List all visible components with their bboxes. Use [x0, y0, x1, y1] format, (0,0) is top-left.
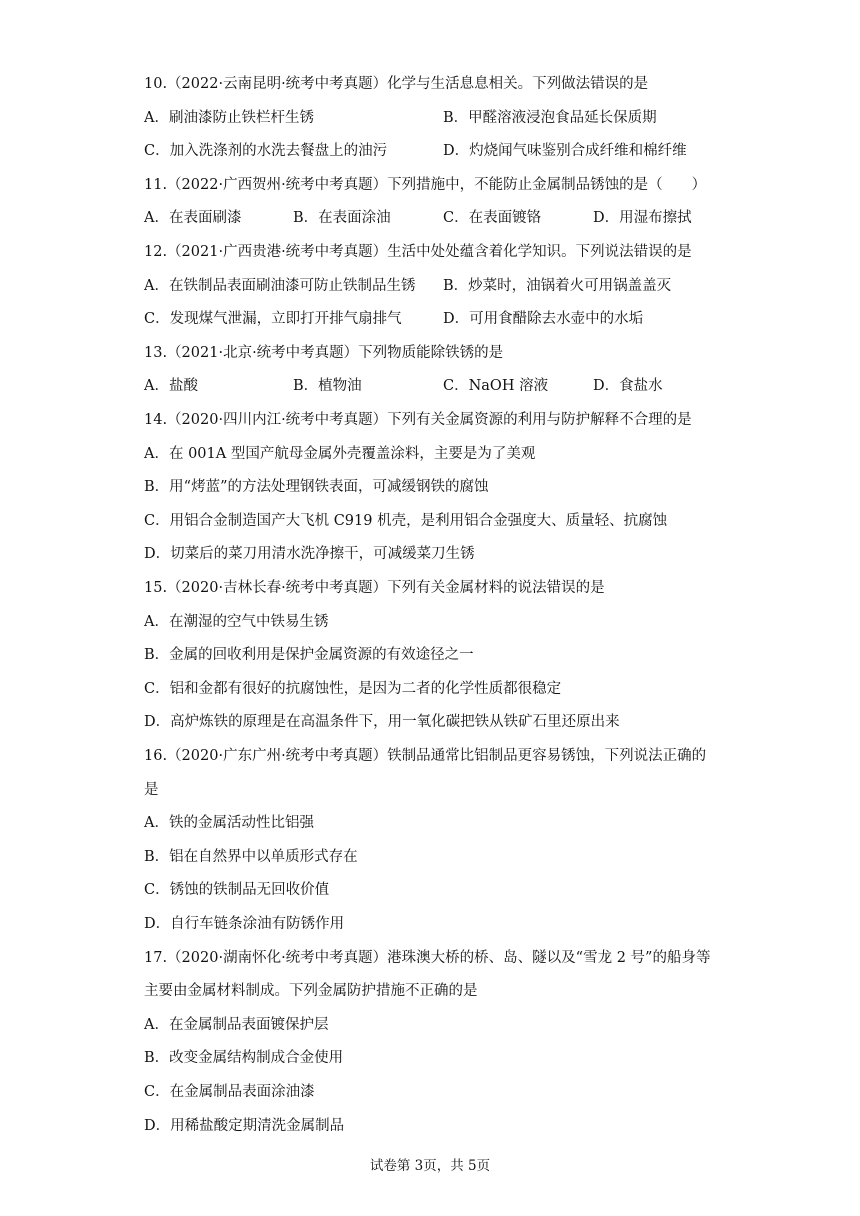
question-10-option-c: C．加入洗涤剂的水洗去餐盘上的油污: [144, 143, 388, 159]
question-10-option-d: D．灼烧闻气味鉴别合成纤维和棉纤维: [443, 143, 687, 159]
question-14-option-c: C．用铝合金制造国产大飞机 C919 机壳，是利用铝合金强度大、质量轻、抗腐蚀: [144, 513, 668, 529]
question-16-option-b: B．铝在自然界中以单质形式存在: [144, 849, 358, 865]
question-13-option-c: C．NaOH 溶液: [443, 378, 549, 394]
question-17-stem: 17.（2020·湖南怀化·统考中考真题）港珠澳大桥的桥、岛、隧以及“雪龙 2 号”的船身等: [144, 950, 711, 966]
question-13-option-b: B．植物油: [293, 378, 362, 394]
question-10-option-b: B．甲醛溶液浸泡食品延长保质期: [443, 110, 657, 126]
question-16-stem-continued: 是: [144, 782, 159, 798]
question-16-option-d: D．自行车链条涂油有防锈作用: [144, 916, 345, 932]
question-12-option-c: C．发现煤气泄漏，立即打开排气扇排气: [144, 311, 402, 327]
question-15-option-b: B．金属的回收利用是保护金属资源的有效途径之一: [144, 647, 474, 663]
question-11-option-d: D．用湿布擦拭: [593, 210, 692, 226]
question-17-option-c: C．在金属制品表面涂油漆: [144, 1084, 315, 1100]
question-16-option-c: C．锈蚀的铁制品无回收价值: [144, 882, 330, 898]
question-11-option-a: A．在表面刷漆: [144, 210, 242, 226]
question-12-option-d: D．可用食醋除去水壶中的水垢: [443, 311, 644, 327]
question-16-option-a: A．铁的金属活动性比铝强: [144, 815, 314, 831]
question-17-option-b: B．改变金属结构制成合金使用: [144, 1050, 344, 1066]
question-10-option-a: A．刷油漆防止铁栏杆生锈: [144, 110, 314, 126]
question-12-stem: 12.（2021·广西贵港·统考中考真题）生活中处处蕴含着化学知识。下列说法错误的是: [144, 244, 692, 260]
question-13-option-a: A．盐酸: [144, 378, 198, 394]
question-15-option-c: C．铝和金都有很好的抗腐蚀性，是因为二者的化学性质都很稳定: [144, 681, 562, 697]
question-16-stem: 16.（2020·广东广州·统考中考真题）铁制品通常比铝制品更容易锈蚀，下列说法正确的: [144, 748, 707, 764]
question-15-option-a: A．在潮湿的空气中铁易生锈: [144, 614, 329, 630]
question-12-option-b: B．炒菜时，油锅着火可用锅盖盖灭: [443, 278, 672, 294]
question-14-option-a: A．在 001A 型国产航母金属外壳覆盖涂料，主要是为了美观: [144, 446, 536, 462]
question-14-option-d: D．切菜后的菜刀用清水洗净擦干，可减缓菜刀生锈: [144, 546, 475, 562]
question-11-stem: 11.（2022·广西贺州·统考中考真题）下列措施中，不能防止金属制品锈蚀的是（ ）: [144, 177, 707, 193]
question-17-option-d: D．用稀盐酸定期清洗金属制品: [144, 1118, 345, 1134]
question-17-stem-continued: 主要由金属材料制成。下列金属防护措施不正确的是: [144, 983, 478, 999]
question-15-stem: 15.（2020·吉林长春·统考中考真题）下列有关金属材料的说法错误的是: [144, 580, 605, 596]
question-14-option-b: B．用“烤蓝”的方法处理钢铁表面，可减缓钢铁的腐蚀: [144, 479, 489, 495]
question-13-option-d: D．食盐水: [593, 378, 663, 394]
question-15-option-d: D．高炉炼铁的原理是在高温条件下，用一氧化碳把铁从铁矿石里还原出来: [144, 714, 620, 730]
question-13-stem: 13.（2021·北京·统考中考真题）下列物质能除铁锈的是: [144, 345, 504, 361]
question-11-option-c: C．在表面镀铬: [443, 210, 542, 226]
question-10-stem: 10.（2022·云南昆明·统考中考真题）化学与生活息息相关。下列做法错误的是: [144, 76, 649, 92]
question-12-option-a: A．在铁制品表面刷油漆可防止铁制品生锈: [144, 278, 416, 294]
page-footer: 试卷第 3页，共 5页: [369, 1158, 491, 1174]
question-14-stem: 14.（2020·四川内江·统考中考真题）下列有关金属资源的利用与防护解释不合理的是: [144, 412, 692, 428]
question-11-option-b: B．在表面涂油: [293, 210, 391, 226]
question-17-option-a: A．在金属制品表面镀保护层: [144, 1017, 329, 1033]
